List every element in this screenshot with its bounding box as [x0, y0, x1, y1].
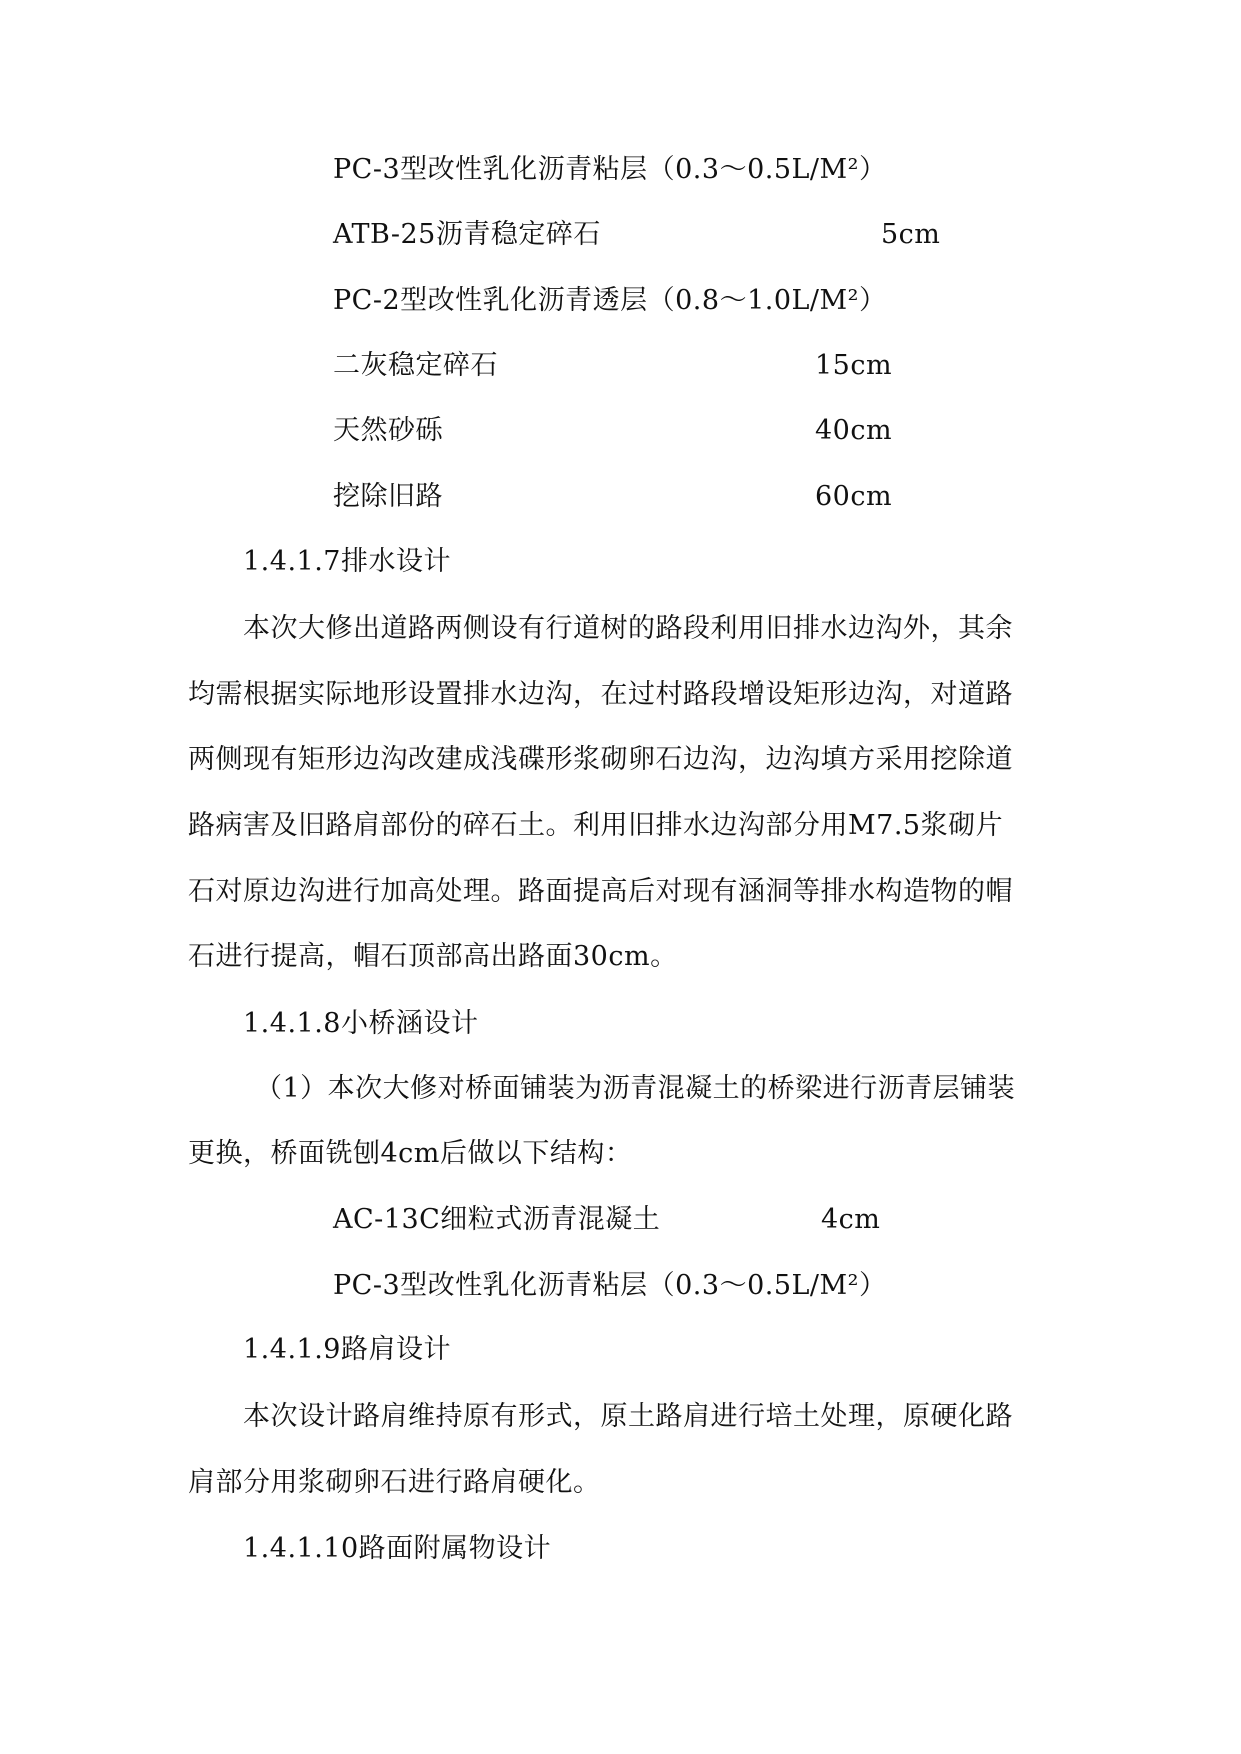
layer-name: 二灰稳定碎石: [333, 350, 498, 381]
appurtenance-heading: 1.4.1.10路面附属物设计: [243, 1533, 552, 1564]
drainage-paragraph-line: 石进行提高，帽石顶部高出路面30cm。: [188, 941, 678, 972]
drainage-paragraph-line: 路病害及旧路肩部份的碎石土。利用旧排水边沟部分用M7.5浆砌片: [188, 810, 1004, 841]
pavement-layer-row: [333, 150, 933, 190]
layer-thickness: 4cm: [821, 1204, 881, 1235]
layer-name: AC-13C细粒式沥青混凝土: [333, 1204, 661, 1235]
pavement-layer-row: [333, 215, 941, 255]
layer-thickness: 60cm: [815, 481, 893, 512]
bridge-layer-row: [333, 1266, 933, 1306]
pavement-layer-row: [333, 477, 933, 517]
shoulder-paragraph-line: 本次设计路肩维持原有形式，原土路肩进行培土处理，原硬化路: [243, 1401, 1013, 1432]
layer-thickness: 5cm: [881, 219, 941, 250]
bridge-paragraph-line: 更换，桥面铣刨4cm后做以下结构：: [188, 1138, 633, 1169]
pavement-layer-row: [333, 411, 933, 451]
shoulder-paragraph-line: 肩部分用浆砌卵石进行路肩硬化。: [188, 1467, 601, 1498]
bridge-heading: 1.4.1.8小桥涵设计: [243, 1008, 479, 1039]
drainage-heading: 1.4.1.7排水设计: [243, 546, 451, 577]
layer-name: PC-3型改性乳化沥青粘层（0.3～0.5L/M²）: [333, 154, 887, 185]
layer-name: 挖除旧路: [333, 481, 443, 512]
shoulder-heading: 1.4.1.9路肩设计: [243, 1334, 451, 1365]
layer-name: 天然砂砾: [333, 415, 443, 446]
bridge-paragraph-line: （1）本次大修对桥面铺装为沥青混凝土的桥梁进行沥青层铺装: [255, 1073, 1016, 1104]
drainage-paragraph-line: 本次大修出道路两侧设有行道树的路段利用旧排水边沟外，其余: [243, 613, 1013, 644]
drainage-paragraph-line: 均需根据实际地形设置排水边沟，在过村路段增设矩形边沟，对道路: [188, 679, 1013, 710]
layer-thickness: 40cm: [815, 415, 893, 446]
pavement-layer-row: [333, 281, 933, 321]
layer-name: PC-3型改性乳化沥青粘层（0.3～0.5L/M²）: [333, 1270, 887, 1301]
bridge-layer-row: [333, 1200, 933, 1240]
drainage-paragraph-line: 石对原边沟进行加高处理。路面提高后对现有涵洞等排水构造物的帽: [188, 876, 1013, 907]
pavement-layer-row: [333, 346, 933, 386]
layer-thickness: 15cm: [815, 350, 893, 381]
layer-name: ATB-25沥青稳定碎石: [333, 219, 601, 250]
layer-name: PC-2型改性乳化沥青透层（0.8～1.0L/M²）: [333, 285, 887, 316]
drainage-paragraph-line: 两侧现有矩形边沟改建成浅碟形浆砌卵石边沟，边沟填方采用挖除道: [188, 744, 1013, 775]
